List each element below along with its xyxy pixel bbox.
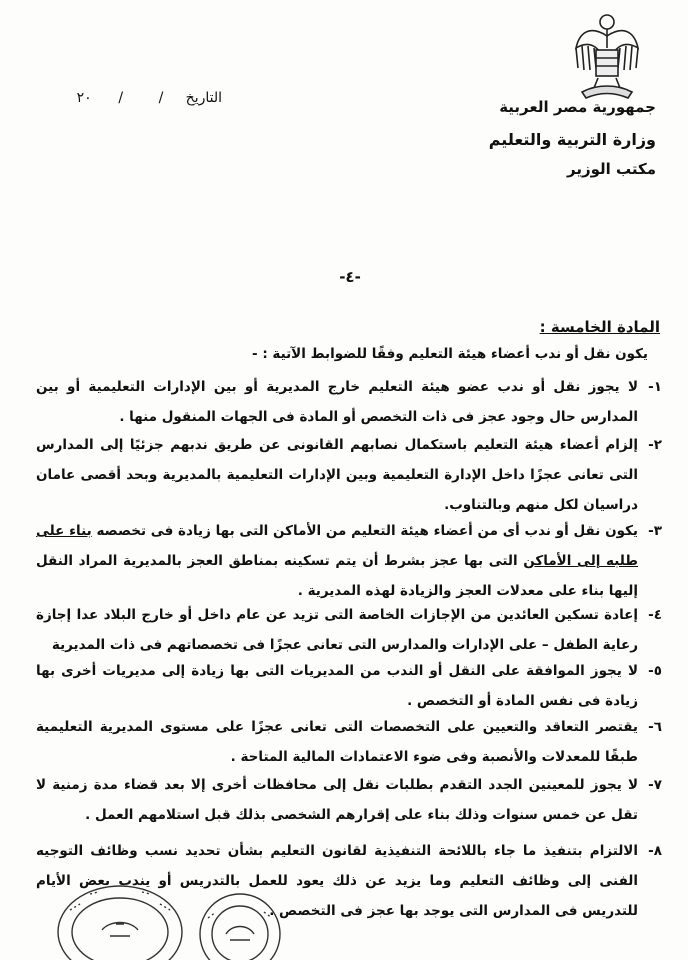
- list-item: [36, 770, 662, 830]
- list-item: [36, 516, 662, 606]
- round-seal-icon: [190, 888, 290, 960]
- item-number: ١-: [648, 379, 662, 395]
- item-text-part: التى بها عجز بشرط أن يتم تسكينه بمناطق العجز بالمديرية المراد النقل إليها بناء على معدلات العجز والزيادة لهذه المديرية .: [36, 553, 638, 599]
- item-text-part: يكون نقل أو ندب أى من أعضاء هيئة التعليم من الأماكن التى بها زيادة فى تخصصه: [91, 523, 638, 539]
- item-number: ٢-: [648, 437, 662, 453]
- item-text: لا يجوز الموافقة على النقل أو الندب من المديريات التى بها زيادة إلى مديريات أخرى بها زيادة فى نفس المادة أو التخصص .: [36, 663, 638, 709]
- date-year: ٢٠: [76, 90, 92, 106]
- date-separator: /: [118, 90, 124, 106]
- list-item: [36, 712, 662, 772]
- ministry-name: وزارة التربية والتعليم: [488, 130, 656, 149]
- list-item: [36, 656, 662, 716]
- item-text: [36, 516, 638, 606]
- item-number: ٦-: [648, 719, 662, 735]
- item-text: يقتصر التعاقد والتعيين على التخصصات التى تعانى عجزًا على مستوى المديرية التعليمية طبقًا للمعدلات والأنصبة وفى ضوء الاعتمادات المالية المتاحة .: [36, 719, 638, 765]
- underlined-text: بناء على طلبه إلى الأماكن: [36, 523, 638, 569]
- date-field: [52, 90, 222, 106]
- list-item: [36, 600, 662, 660]
- item-text: الالتزام بتنفيذ ما جاء باللائحة التنفيذية لقانون التعليم بشأن تحديد نسب وظائف التوجيه الفنى إلى وظائف التعليم وما يزيد عن ذلك يعود للعمل بالتدريس أو يندب بعض الأيام للتدريس فى المدارس التى يوجد بها عجز فى التخصص .: [36, 843, 638, 919]
- article-heading: المادة الخامسة :: [539, 318, 660, 336]
- item-number: ٥-: [648, 663, 662, 679]
- date-separator: /: [158, 90, 164, 106]
- item-text: لا يجوز للمعينين الجدد التقدم بطلبات نقل إلى محافظات أخرى إلا بعد قضاء مدة زمنية لا تقل عن خمس سنوات وذلك بناء على إقرارهم الشخصى بذلك قبل استلامهم العمل .: [36, 777, 638, 823]
- item-number: ٤-: [648, 607, 662, 623]
- office-name: مكتب الوزير: [566, 160, 656, 178]
- country-name: جمهورية مصر العربية: [499, 98, 656, 116]
- eagle-emblem-icon: [572, 8, 642, 100]
- item-number: ٨-: [648, 843, 662, 859]
- page-number: -٤-: [339, 268, 361, 286]
- item-text: إعادة تسكين العائدين من الإجازات الخاصة التى تزيد عن عام داخل أو خارج البلاد عدا إجازة رعاية الطفل – على الإدارات والمدارس التى تعانى عجزًا فى تخصصاتهم فى ذات المديرية: [36, 607, 638, 653]
- item-number: ٧-: [648, 777, 662, 793]
- item-text: إلزام أعضاء هيئة التعليم باستكمال نصابهم القانونى عن طريق ندبهم جزئيًا إلى المدارس التى تعانى عجزًا داخل الإدارة التعليمية وبين الإدارات التعليمية بالمديرية وبحد أقصى عامان دراسيان لكل منهم وبالتناوب.: [36, 437, 638, 513]
- item-text: لا يجوز نقل أو ندب عضو هيئة التعليم خارج المديرية أو بين الإدارات التعليمية أو بين المدارس حال وجود عجز فى ذات التخصص أو المادة فى الجهات المنقول منها .: [36, 379, 638, 425]
- list-item: [36, 430, 662, 520]
- list-item: [36, 372, 662, 432]
- official-seal-icon: [50, 880, 190, 960]
- item-number: ٣-: [648, 523, 662, 539]
- date-label: التاريخ: [185, 90, 222, 106]
- article-intro: يكون نقل أو ندب أعضاء هيئة التعليم وفقًا للضوابط الآتية : -: [252, 346, 648, 362]
